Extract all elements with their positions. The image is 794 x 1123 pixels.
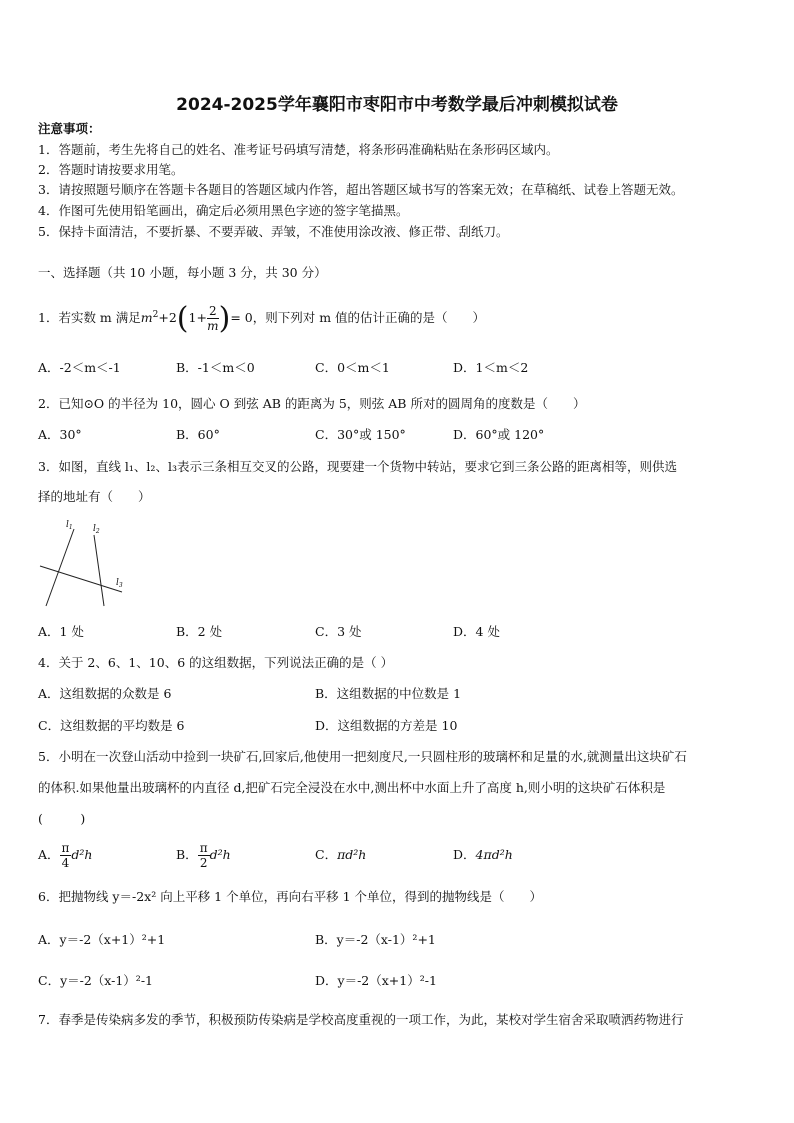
den: 4 [61,856,70,870]
q2-option-b: B．60° [176,427,220,442]
den: 2 [199,856,208,870]
q1-option-b: B．-1＜m＜0 [176,360,255,375]
q6-option-b: B．y＝-2（x-1）²+1 [315,932,436,947]
option-label: A． [38,847,60,862]
q1-fraction [207,304,219,333]
option-label: C． [315,847,338,862]
q4-option-d: D．这组数据的方差是 10 [315,718,458,733]
q4-option-c: C．这组数据的平均数是 6 [38,718,185,733]
notice-item: 5．保持卡面清洁，不要折暴、不要弄破、弄皱，不准使用涂改液、修正带、刮纸刀。 [38,224,509,239]
q6-option-a: A．y＝-2（x+1）²+1 [38,932,166,947]
question-3-line2: 择的地址有（ ） [38,489,151,504]
page-title: 2024-2025学年襄阳市枣阳市中考数学最后冲刺模拟试卷 [176,95,618,115]
q1-option-d: D．1＜m＜2 [453,360,529,375]
q3-option-c: C．3 处 [315,624,362,639]
q4-option-a: A．这组数据的众数是 6 [38,686,172,701]
q5-option-b [176,838,231,872]
question-6: 6．把抛物线 y＝-2x² 向上平移 1 个单位，再向右平移 1 个单位，得到的抛物线是（ ） [38,889,542,904]
expr: d²h [209,847,231,862]
q6-option-c: C．y＝-2（x-1）²-1 [38,973,153,988]
notice-item: 4．作图可先使用铅笔画出，确定后必须用黑色字迹的签字笔描黑。 [38,203,409,218]
option-label: B． [176,847,198,862]
q6-option-d: D．y＝-2（x+1）²-1 [315,973,437,988]
section-heading: 一、选择题（共 10 小题，每小题 3 分，共 30 分） [38,265,327,280]
q4-option-b: B．这组数据的中位数是 1 [315,686,462,701]
q1-num: 2 [208,304,217,319]
label-l2: $l_2$ [93,524,100,535]
expr: 4πd²h [475,847,513,862]
notice-item: 1．答题前，考生先将自己的姓名、准考证号码填写清楚，将条形码准确粘贴在条形码区域内。 [38,142,559,157]
expr: d²h [71,847,93,862]
question-5-line3: ( ) [38,811,86,826]
question-2: 2．已知⊙O 的半径为 10，圆心 O 到弦 AB 的距离为 5，则弦 AB 所对的圆周角的度数是（ ） [38,396,586,411]
q1-option-a: A．-2＜m＜-1 [38,360,121,375]
right-paren: ) [218,300,231,336]
q1-den: m [207,319,219,334]
question-5-line2: 的体积.如果他量出玻璃杯的内直径 d,把矿石完全浸没在水中,测出杯中水面上升了高度 h,则小明的这块矿石体积是 [38,780,666,795]
q5-option-c [315,838,366,872]
num: π [199,841,208,855]
question-4: 4．关于 2、6、1、10、6 的这组数据，下列说法正确的是（ ） [38,655,394,670]
label-l3: $l_3$ [116,578,123,589]
three-lines-figure [36,515,136,610]
q3-option-d: D．4 处 [453,624,500,639]
num: π [61,841,70,855]
left-paren: ( [176,300,189,336]
question-5-line1: 5．小明在一次登山活动中捡到一块矿石,回家后,他使用一把刻度尺,一只圆柱形的玻璃杯和足量的水,就测量出这块矿石 [38,749,687,764]
fraction-pi-4 [60,841,72,870]
q2-option-d: D．60°或 120° [453,427,545,442]
notice-heading: 注意事项： [38,121,101,136]
notice-item: 2．答题时请按要求用笔。 [38,162,184,177]
q1-eq: = 0 [230,310,253,326]
question-7: 7．春季是传染病多发的季节，积极预防传染病是学校高度重视的一项工作，为此，某校对学生宿舍采取喷洒药物进行 [38,1012,684,1027]
line-l2 [94,535,104,606]
q3-option-a: A．1 处 [38,624,84,639]
q1-suffix: ，则下列对 m 值的估计正确的是（ ） [252,310,486,326]
notice-item: 3．请按照题号顺序在答题卡各题目的答题区域内作答，超出答题区域书写的答案无效；在草稿纸、试卷上答题无效。 [38,182,684,197]
q1-plus2: +2 [158,310,177,326]
q5-option-d [453,838,513,872]
q3-option-b: B．2 处 [176,624,223,639]
expr: πd²h [337,847,367,862]
line-l1 [46,529,74,606]
question-3-line1: 3．如图，直线 l₁、l₂、l₃表示三条相互交叉的公路，现要建一个货物中转站，要求它到三条公路的距离相等，则供选 [38,459,677,474]
q1-m: m [140,310,153,326]
fraction-pi-2 [198,841,210,870]
q1-prefix: 1．若实数 m 满足 [38,310,141,326]
option-label: D． [453,847,476,862]
q1-exp: 2 [152,310,159,320]
label-l1: $l_1$ [66,520,73,531]
q2-option-c: C．30°或 150° [315,427,406,442]
question-1 [38,293,485,337]
q5-option-a [38,838,93,872]
q1-option-c: C．0＜m＜1 [315,360,390,375]
q1-one-plus: 1+ [188,310,207,326]
q2-option-a: A．30° [38,427,82,442]
